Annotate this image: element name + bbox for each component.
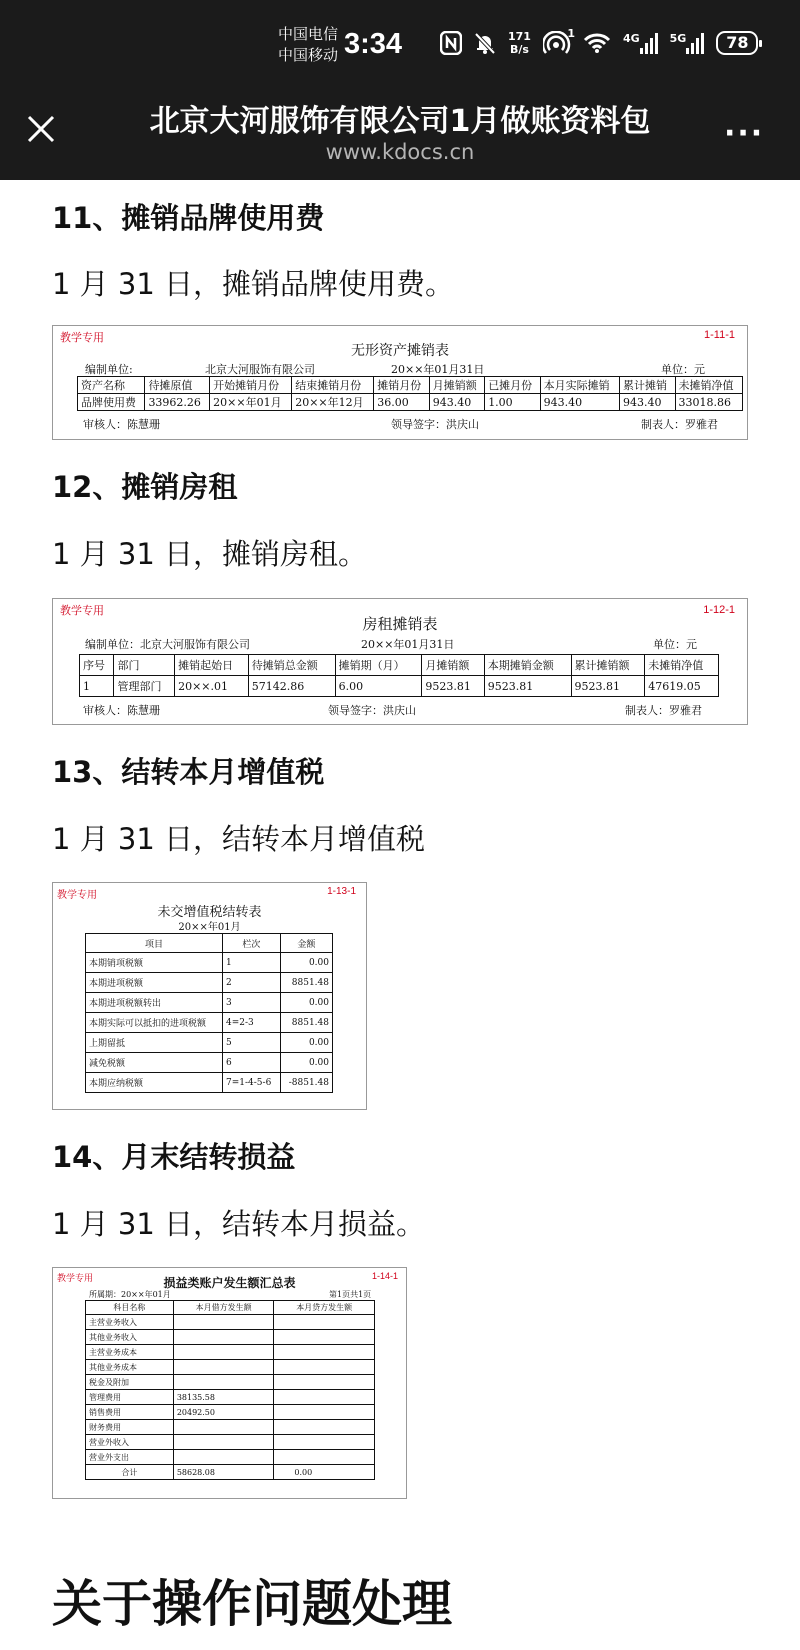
table-row (86, 1345, 375, 1360)
table-cell: 33018.86 (675, 394, 742, 411)
section-heading-12: 12、摊销房租 (52, 470, 238, 504)
table-header: 月摊销额 (422, 655, 484, 676)
table-header: 本期摊销金额 (484, 655, 571, 676)
table-cell (274, 1315, 375, 1330)
doc-title: 无形资产摊销表 (351, 343, 449, 359)
intangible-amortization-table (52, 325, 748, 440)
table-cell: 20××年12月 (292, 394, 374, 411)
doc-tag: 教学专用 (57, 1273, 94, 1283)
carrier-1: 中国电信 (278, 25, 339, 43)
table-cell: 其他业务成本 (86, 1360, 174, 1375)
table-row (86, 1330, 375, 1345)
vat-grid (85, 933, 333, 1093)
amortization-grid (77, 376, 743, 411)
table-cell: 主营业务成本 (86, 1345, 174, 1360)
section-text-11: 1 月 31 日，摊销品牌使用费。 (52, 267, 455, 301)
table-header: 摊销月份 (374, 377, 429, 394)
page-url: www.kdocs.cn (325, 140, 475, 164)
table-cell: 0.00 (280, 1053, 332, 1073)
table-cell: 合计 (86, 1465, 174, 1480)
table-cell (274, 1420, 375, 1435)
hotspot-count: 1 (567, 27, 575, 40)
table-cell: 943.40 (620, 394, 675, 411)
table-header: 科目名称 (86, 1301, 174, 1315)
vat-transfer-table (52, 882, 367, 1110)
table-cell: 财务费用 (86, 1420, 174, 1435)
table-cell: 营业外收入 (86, 1435, 174, 1450)
table-header: 累计摊销 (620, 377, 675, 394)
table-cell: 营业外支出 (86, 1450, 174, 1465)
table-header: 资产名称 (78, 377, 145, 394)
doc-leader: 领导签字：洪庆山 (391, 418, 479, 431)
section-heading-11: 11、摊销品牌使用费 (52, 201, 325, 235)
table-row (86, 1420, 375, 1435)
table-header: 项目 (86, 934, 223, 953)
table-cell (173, 1330, 274, 1345)
table-header: 金额 (280, 934, 332, 953)
table-row (86, 993, 333, 1013)
table-cell: 943.40 (540, 394, 619, 411)
table-cell: 本期进项税额转出 (86, 993, 223, 1013)
app-header (0, 92, 800, 180)
table-cell: 8851.48 (280, 973, 332, 993)
doc-currency: 单位：元 (653, 638, 697, 651)
wifi-icon (583, 32, 611, 54)
doc-date: 20××年01月31日 (361, 638, 455, 651)
table-cell: 管理费用 (86, 1390, 174, 1405)
profit-loss-summary-table (52, 1267, 407, 1499)
table-cell (274, 1435, 375, 1450)
rent-grid (79, 654, 719, 697)
table-cell: 主营业务收入 (86, 1315, 174, 1330)
table-cell (274, 1390, 375, 1405)
table-header: 待摊原值 (145, 377, 210, 394)
table-cell: 20××年01月 (210, 394, 292, 411)
table-cell: 7=1-4-5-6 (223, 1073, 281, 1093)
table-cell: 减免税额 (86, 1053, 223, 1073)
doc-code: 1-13-1 (327, 886, 356, 897)
table-cell: 本期应纳税额 (86, 1073, 223, 1093)
doc-title: 房租摊销表 (362, 615, 438, 633)
carrier-2: 中国移动 (278, 46, 339, 64)
table-cell: 58628.08 (173, 1465, 274, 1480)
table-cell (274, 1450, 375, 1465)
page-title: 北京大河服饰有限公司1月做账资料包 (149, 104, 651, 139)
table-header: 未摊销净值 (645, 655, 719, 676)
table-cell (274, 1330, 375, 1345)
table-cell: 9523.81 (484, 676, 571, 697)
table-cell: 销售费用 (86, 1405, 174, 1420)
net-speed-value: 171 (508, 30, 531, 43)
table-row (86, 1013, 333, 1033)
table-cell: 4=2-3 (223, 1013, 281, 1033)
table-cell: 本期销项税额 (86, 953, 223, 973)
table-cell: 38135.58 (173, 1390, 274, 1405)
table-header: 序号 (80, 655, 114, 676)
section-title-operations: 关于操作问题处理 (52, 1575, 452, 1633)
table-row (86, 1033, 333, 1053)
doc-unit-label: 编制单位：北京大河服饰有限公司 (85, 638, 250, 651)
table-cell: 0.00 (280, 993, 332, 1013)
clock: 3:34 (344, 28, 403, 60)
table-header: 已摊月份 (485, 377, 540, 394)
table-cell (173, 1435, 274, 1450)
carrier-info (278, 24, 338, 66)
section-heading-14: 14、月末结转损益 (52, 1140, 296, 1174)
table-cell: 6 (223, 1053, 281, 1073)
table-row (80, 676, 719, 697)
nfc-icon (440, 31, 462, 55)
table-header-row (86, 934, 333, 953)
doc-leader: 领导签字：洪庆山 (328, 704, 416, 717)
table-row (86, 973, 333, 993)
table-cell (173, 1375, 274, 1390)
table-cell: 本期进项税额 (86, 973, 223, 993)
doc-code: 1-11-1 (704, 329, 735, 341)
hotspot-icon (543, 27, 575, 55)
pl-grid (85, 1300, 375, 1480)
table-cell: 上期留抵 (86, 1033, 223, 1053)
table-cell: 5 (223, 1033, 281, 1053)
table-cell: 1 (80, 676, 114, 697)
table-row (86, 1450, 375, 1465)
table-cell: 1 (223, 953, 281, 973)
status-bar (0, 0, 800, 92)
table-cell (173, 1345, 274, 1360)
table-cell: 管理部门 (114, 676, 175, 697)
table-row (86, 1053, 333, 1073)
table-header: 栏次 (223, 934, 281, 953)
status-icons (440, 27, 758, 56)
table-header-row (78, 377, 743, 394)
table-total-row (86, 1465, 375, 1480)
table-cell: 其他业务收入 (86, 1330, 174, 1345)
table-cell (173, 1420, 274, 1435)
table-cell: 2 (223, 973, 281, 993)
section-text-14: 1 月 31 日，结转本月损益。 (52, 1207, 426, 1241)
doc-code: 1-12-1 (703, 604, 735, 616)
doc-unit-label: 编制单位: (85, 363, 133, 376)
doc-page: 第1页共1页 (329, 1290, 372, 1299)
table-row (78, 394, 743, 411)
table-header: 摊销期（月） (335, 655, 422, 676)
mute-bell-icon (474, 31, 496, 55)
table-row (86, 1375, 375, 1390)
signal-4g-icon (623, 32, 658, 54)
table-row (86, 1405, 375, 1420)
table-cell: 税金及附加 (86, 1375, 174, 1390)
table-header: 开始摊销月份 (210, 377, 292, 394)
table-cell (274, 1360, 375, 1375)
table-cell (173, 1360, 274, 1375)
table-cell: 9523.81 (422, 676, 484, 697)
doc-preparer: 制表人：罗雅君 (641, 418, 718, 431)
table-cell: 本期实际可以抵扣的进项税额 (86, 1013, 223, 1033)
battery-level: 78 (726, 33, 749, 52)
doc-period: 所属期：20××年01月 (89, 1290, 171, 1299)
net-gen-2: 5G (669, 32, 687, 45)
table-header: 月摊销额 (429, 377, 484, 394)
section-heading-13: 13、结转本月增值税 (52, 755, 325, 789)
doc-reviewer: 审核人：陈慧珊 (83, 418, 160, 431)
doc-date: 20××年01月 (178, 922, 241, 933)
network-speed (508, 30, 531, 56)
table-cell: 0.00 (280, 1033, 332, 1053)
table-header: 本月实际摊销 (540, 377, 619, 394)
table-header: 未摊销净值 (675, 377, 742, 394)
table-header: 部门 (114, 655, 175, 676)
doc-currency: 单位：元 (661, 363, 705, 376)
doc-tag: 教学专用 (57, 890, 97, 901)
doc-date: 20××年01月31日 (391, 363, 485, 376)
doc-reviewer: 审核人：陈慧珊 (83, 704, 160, 717)
table-row (86, 1315, 375, 1330)
doc-tag: 教学专用 (60, 332, 104, 344)
table-header-row (86, 1301, 375, 1315)
table-header: 本月借方发生额 (173, 1301, 274, 1315)
table-cell: 0.00 (280, 953, 332, 973)
table-cell (274, 1405, 375, 1420)
more-menu-button[interactable]: ··· (724, 116, 765, 151)
doc-title: 未交增值税结转表 (157, 905, 262, 920)
table-cell (274, 1375, 375, 1390)
table-row (86, 953, 333, 973)
table-cell: 0.00 (274, 1465, 375, 1480)
section-text-12: 1 月 31 日，摊销房租。 (52, 537, 368, 571)
table-cell: 20××.01 (175, 676, 249, 697)
battery-icon (716, 31, 758, 55)
table-cell: 8851.48 (280, 1013, 332, 1033)
table-header: 待摊销总金额 (248, 655, 335, 676)
table-cell: 36.00 (374, 394, 429, 411)
table-row (86, 1435, 375, 1450)
table-cell (173, 1315, 274, 1330)
table-row (86, 1360, 375, 1375)
table-cell: 1.00 (485, 394, 540, 411)
table-cell: -8851.48 (280, 1073, 332, 1093)
table-cell: 9523.81 (571, 676, 645, 697)
table-cell (173, 1450, 274, 1465)
table-header-row (80, 655, 719, 676)
doc-company: 北京大河服饰有限公司 (205, 363, 315, 376)
table-header: 摊销起始日 (175, 655, 249, 676)
section-text-13: 1 月 31 日，结转本月增值税 (52, 822, 426, 856)
table-cell: 47619.05 (645, 676, 719, 697)
table-cell (274, 1345, 375, 1360)
table-cell: 3 (223, 993, 281, 1013)
table-cell: 57142.86 (248, 676, 335, 697)
doc-code: 1-14-1 (371, 1271, 398, 1281)
table-row (86, 1073, 333, 1093)
net-speed-unit: B/s (510, 43, 529, 56)
rent-amortization-table (52, 598, 748, 725)
table-cell: 6.00 (335, 676, 422, 697)
table-cell: 943.40 (429, 394, 484, 411)
table-cell: 品牌使用费 (78, 394, 145, 411)
table-cell: 33962.26 (145, 394, 210, 411)
table-header: 结束摊销月份 (292, 377, 374, 394)
table-row (86, 1390, 375, 1405)
table-header: 累计摊销额 (571, 655, 645, 676)
table-header: 本月贷方发生额 (274, 1301, 375, 1315)
doc-preparer: 制表人：罗雅君 (625, 704, 702, 717)
net-gen-1: 4G (622, 32, 640, 45)
table-cell: 20492.50 (173, 1405, 274, 1420)
doc-tag: 教学专用 (60, 605, 104, 617)
doc-title: 损益类账户发生额汇总表 (163, 1276, 296, 1290)
signal-5g-icon (670, 32, 705, 54)
